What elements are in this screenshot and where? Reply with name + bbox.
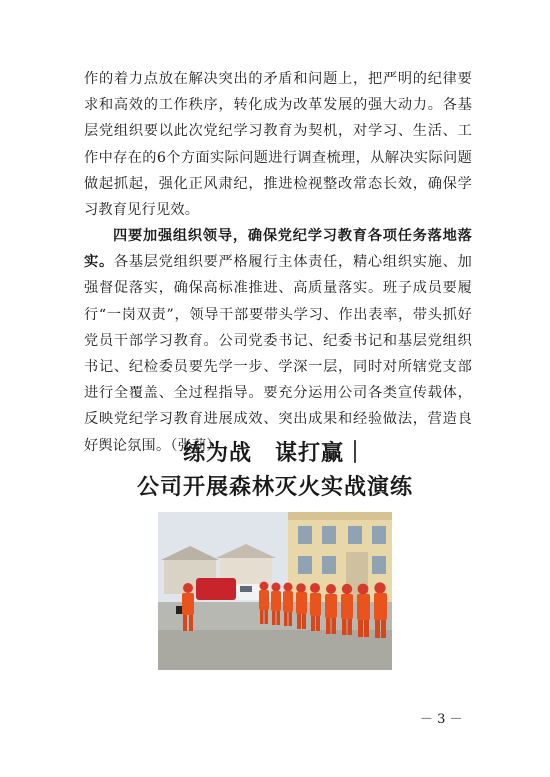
paragraph-body-text: 各基层党组织要严格履行主体责任，精心组织实施、加强督促落实，确保高标准推进、高质量落实。班子成员要履行“一岗双责”，领导干部要带头学习、作出表率，带头抓好党员干部学习教育。公司党委书记、纪委书记和基层党组织书记、纪检委员要先学一步、学深一层，同时对所辖党支部进行全覆盖、全过程指导。要充分运用公司各类宣传载体，反映党纪学习教育进展成效、突出成果和经验做法，营造良好舆论氛围。（张莉） <box>84 254 472 454</box>
article-heading-line-2: 公司开展森林灭火实战演练 <box>136 475 413 500</box>
body-paragraph-2 <box>84 223 472 459</box>
drill-photo <box>158 512 392 670</box>
paragraph-lead-bold: 四要加强组织领导，确保党纪学习教育各项任务落地落实。 <box>84 228 472 271</box>
body-paragraph-1: 作的着力点放在解决突出的矛盾和问题上，把严明的纪律要求和高效的工作秩序，转化成为改革发展的强大动力。各基层党组织要以此次党纪学习教育为契机，对学习、生活、工作中存在的6个方面实际问题进行调查梳理，从解决实际问题做起抓起，强化正风肃纪，推进检视整改常态长效，确保学习教育见行见效。 <box>84 71 472 219</box>
article-heading-line-1: 练为战 谋打赢｜ <box>182 441 367 466</box>
page-number: － 3 － <box>420 712 463 727</box>
firefighters-drill-illustration <box>158 512 392 670</box>
